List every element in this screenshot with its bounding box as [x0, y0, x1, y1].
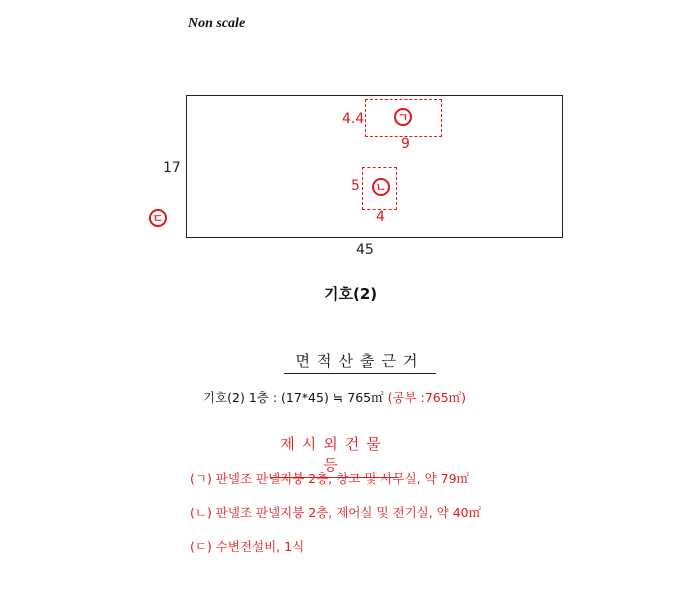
building-item-b: (ㄴ) 판넬조 판넬지붕 2층, 제어실 및 전기실, 약 40㎡ [190, 505, 482, 520]
calc-line [203, 388, 466, 406]
zone-a-mark: ㄱ [394, 108, 412, 126]
plot-height-label: 17 [163, 160, 181, 176]
building-item-a: (ㄱ) 판넬조 판넬지붕 2층, 창고 및 사무실, 약 79㎡ [190, 471, 470, 486]
plot-width-label: 45 [356, 242, 374, 258]
zone-b-mark: ㄴ [372, 178, 390, 196]
calc-public-area: (공부 :765㎡) [387, 390, 467, 405]
building-item-c: (ㄷ) 수변전설비, 1식 [190, 539, 305, 554]
buildings-title: 제시외건물등 [270, 433, 398, 478]
zone-a-width-label: 9 [401, 136, 410, 152]
calc-main-text: 기호(2) 1층 : (17*45) ≒ 765㎡ [203, 390, 384, 405]
plan-label: 기호(2) [324, 285, 378, 303]
scale-note: Non scale [188, 16, 246, 31]
calc-title: 면적산출근거 [284, 350, 436, 374]
zone-c-mark: ㄷ [149, 209, 167, 227]
zone-b-width-label: 4 [376, 209, 385, 225]
zone-a-height-label: 4.4 [342, 111, 365, 127]
zone-b-height-label: 5 [351, 178, 360, 194]
